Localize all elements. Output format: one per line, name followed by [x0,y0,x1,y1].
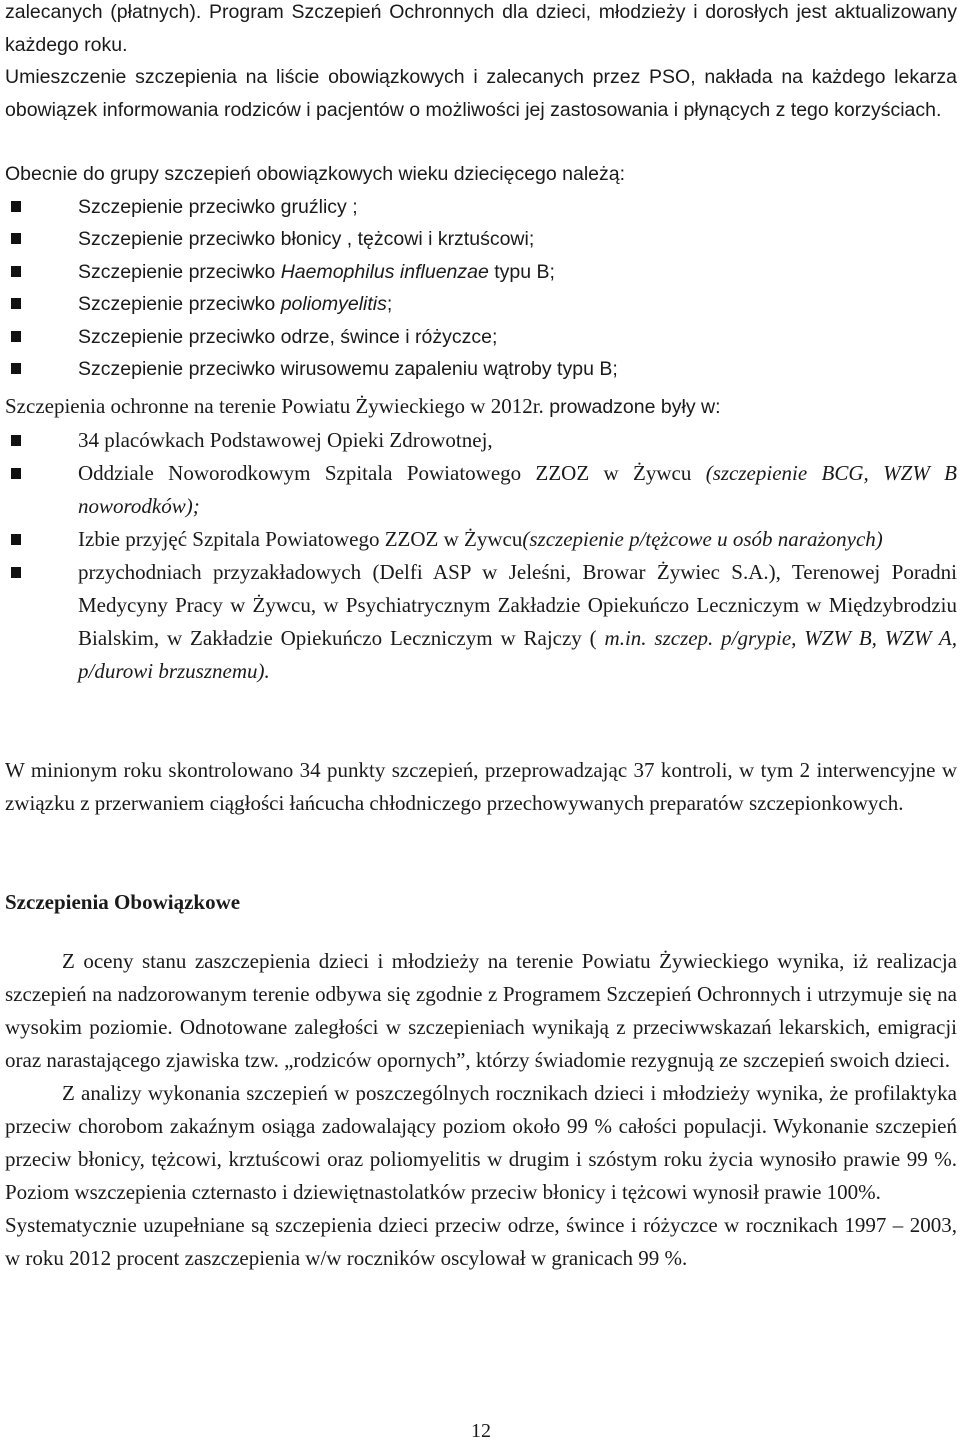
mandatory-list [5,191,957,386]
section-paragraph: Z analizy wykonania szczepień w poszczególnych rocznikach dzieci i młodzieży wynika, że profilaktyka przeciw chorobom zakaźnym osiąga zadowalający poziom około 99 % całości populacji. Wykonanie szczepień przeciw błonicy, tężcowi, krztuścowi oraz poliomyelitis w drugim i szóstym roku życia wynosiło prawie 99 %. Poziom wszczepienia czternasto i dziewiętnastolatków przeciw błonicy i tężcowi wynosił prawie 100%. [5,1081,957,1204]
intro-paragraph: Umieszczenie szczepienia na liście obowiązkowych i zalecanych przez PSO, nakłada na każdego lekarza obowiązek informowania rodziców i pacjentów o możliwości jej zastosowania i płynących z tego korzyściach. [5,66,957,121]
section-body [5,945,957,1275]
list-item: przychodniach przyzakładowych (Delfi ASP w Jeleśni, Browar Żywiec S.A.), Terenowej Poradni Medycyny Pracy w Żywcu, w Psychiatrycznym Zakładzie Opiekuńczo Leczniczym w Międzybrodziu Bialskim, w Zakładzie Opiekuńczo Leczniczym w Rajczy ( m.in. szczep. p/grypie, WZW B, WZW A, p/durowi brzusznemu). [5,556,957,688]
square-bullet-icon [11,233,21,244]
section-paragraph: Systematycznie uzupełniane są szczepienia dzieci przeciw odrze, śwince i różyczce w rocznikach 1997 – 2003, w roku 2012 procent zaszczepienia w/w roczników oscylował w granicach 99 %. [5,1213,957,1270]
places-list [5,424,957,688]
mandatory-list-section [5,158,957,386]
list-item: Szczepienie przeciwko błonicy , tężcowi i krztuścowi; [5,223,957,256]
intro-line: zalecanych (płatnych). Program Szczepień Ochronnych dla dzieci, młodzieży i dorosłych jest aktualizowany każdego roku. [5,1,957,56]
places-lead: Szczepienia ochronne na terenie Powiatu Żywieckiego w 2012r. prowadzone były w: [5,394,721,418]
places-section [5,390,957,688]
list-item: Szczepienie przeciwko gruźlicy ; [5,191,957,224]
list-item: Szczepienie przeciwko poliomyelitis; [5,288,957,321]
list-item: Szczepienie przeciwko wirusowemu zapaleniu wątroby typu B; [5,353,957,386]
square-bullet-icon [11,363,21,374]
controls-paragraph: W minionym roku skontrolowano 34 punkty szczepień, przeprowadzając 37 kontroli, w tym 2 interwencyjne w związku z przerwaniem ciągłości łańcucha chłodniczego przechowywanych preparatów szczepionkowych. [5,758,957,815]
square-bullet-icon [11,201,21,212]
square-bullet-icon [11,534,21,545]
square-bullet-icon [11,435,21,446]
section-heading-wrap [5,886,957,919]
list-item: Izbie przyjęć Szpitala Powiatowego ZZOZ w Żywcu(szczepienie p/tężcowe u osób narażonych) [5,523,957,556]
list-item: Szczepienie przeciwko odrze, śwince i różyczce; [5,321,957,354]
intro-section [5,0,957,126]
list-item: Szczepienie przeciwko Haemophilus influenzae typu B; [5,256,957,289]
section-paragraph: Z oceny stanu zaszczepienia dzieci i młodzieży na terenie Powiatu Żywieckiego wynika, iż realizacja szczepień na nadzorowanym terenie odbywa się zgodnie z Programem Szczepień Ochronnych i utrzymuje się na wysokim poziomie. Odnotowane zaległości w szczepieniach wynikają z przeciwwskazań lekarskich, emigracji oraz narastającego zjawiska tzw. „rodziców opornych”, którzy świadomie rezygnują ze szczepień swoich dzieci. [5,949,957,1072]
mandatory-list-lead: Obecnie do grupy szczepień obowiązkowych wieku dziecięcego należą: [5,163,626,185]
square-bullet-icon [11,298,21,309]
square-bullet-icon [11,468,21,479]
square-bullet-icon [11,266,21,277]
list-item: 34 placówkach Podstawowej Opieki Zdrowotnej, [5,424,957,457]
page-number: 12 [471,1420,491,1442]
section-heading: Szczepienia Obowiązkowe [5,890,241,914]
list-item: Oddziale Noworodkowym Szpitala Powiatowego ZZOZ w Żywcu (szczepienie BCG, WZW B noworodków); [5,457,957,523]
square-bullet-icon [11,331,21,342]
square-bullet-icon [11,567,21,578]
controls-section [5,754,957,820]
